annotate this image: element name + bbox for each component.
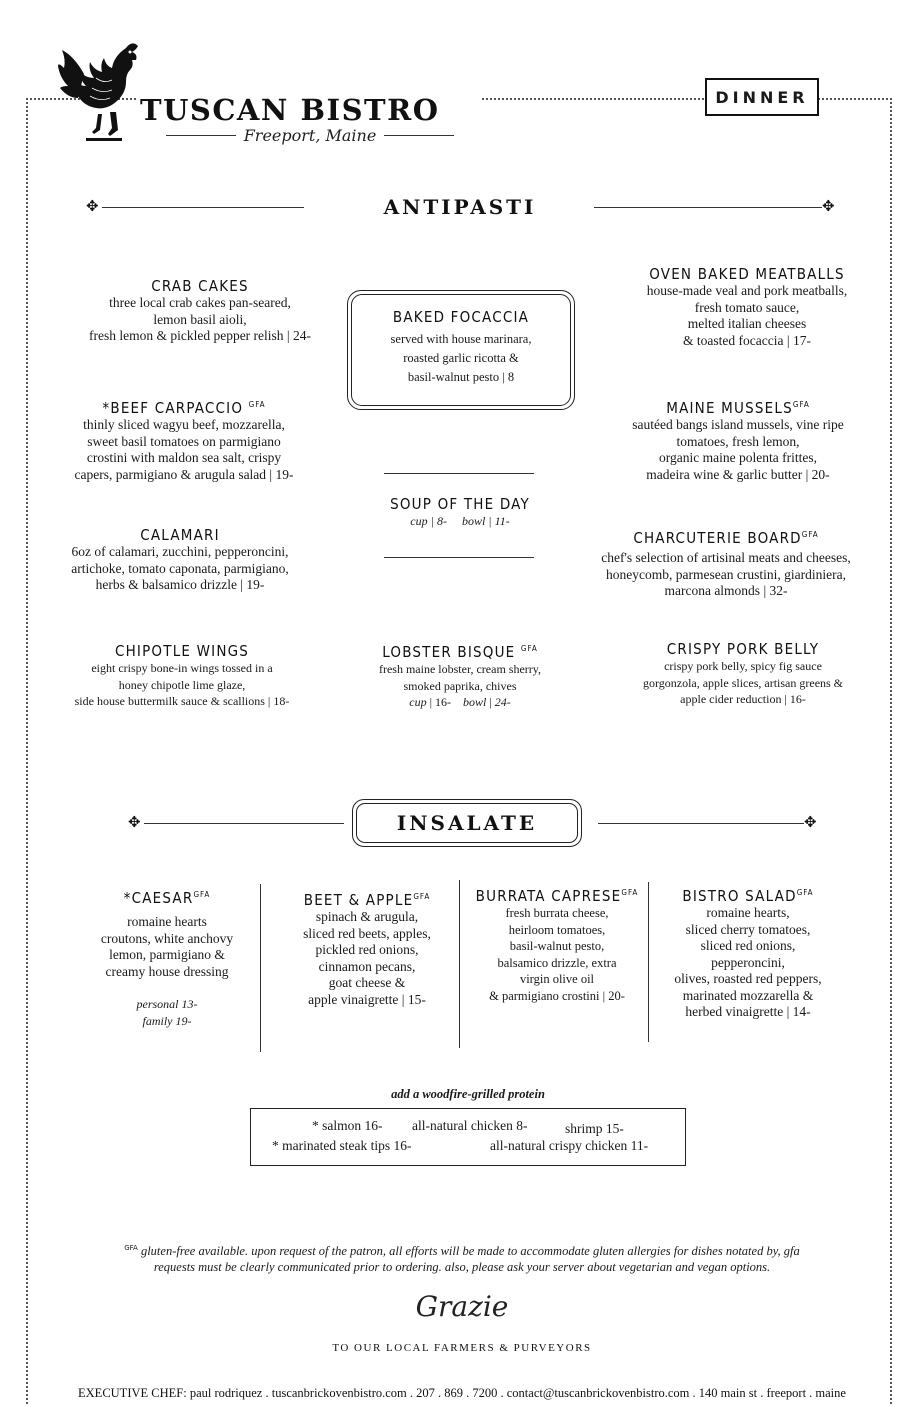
- bowl-price: 11-: [494, 514, 510, 528]
- item-desc: & toasted focaccia | 17-: [683, 332, 811, 348]
- item-desc: apple vinaigrette | 15-: [308, 991, 426, 1007]
- divider: [384, 473, 534, 474]
- item-desc: house-made veal and pork meatballs,: [646, 283, 848, 298]
- item-name: CRAB CAKES: [151, 277, 249, 295]
- item-desc: & parmigiano crostini | 20-: [489, 988, 625, 1003]
- gfa-mark: GFA: [413, 892, 431, 901]
- item-desc: roasted garlic ricotta &: [403, 351, 519, 365]
- item-desc: sliced cherry tomatoes,: [685, 921, 811, 937]
- thanks-text: TO OUR LOCAL FARMERS & PURVEYORS: [332, 1342, 592, 1354]
- ornament-icon: ✥: [86, 199, 99, 215]
- price-family: family 19-: [142, 1013, 192, 1028]
- item-desc: basil-walnut pesto | 8: [407, 370, 515, 384]
- menu-item-bistro-salad: [660, 884, 836, 1021]
- gfa-mark: GFA: [621, 888, 639, 897]
- menu-item-calamari: [40, 526, 320, 594]
- item-name: OVEN BAKED MEATBALLS: [649, 265, 845, 283]
- footnote-line: requests must be clearly communicated prior to ordering. also, please ask your server about vegetarian and vegan options.: [153, 1260, 771, 1275]
- item-desc: herbed vinaigrette | 14-: [685, 1004, 811, 1019]
- item-desc: sweet basil tomatoes on parmigiano: [87, 433, 281, 449]
- item-name: BAKED FOCACCIA: [392, 308, 530, 326]
- item-name-text: BISTRO SALAD: [682, 887, 797, 905]
- protein-salmon: * salmon 16-: [312, 1118, 383, 1133]
- item-name: CHIPOTLE WINGS: [114, 642, 250, 660]
- restaurant-title: TUSCAN BISTRO: [138, 93, 482, 127]
- protein-title: add a woodfire-grilled protein: [391, 1087, 545, 1101]
- price-personal: personal 13-: [136, 997, 198, 1011]
- menu-item-charcuterie-board: [578, 526, 874, 600]
- rooster-logo-icon: [56, 38, 148, 148]
- bowl-label: bowl: [462, 695, 487, 709]
- divider: [598, 823, 804, 824]
- item-name: [470, 884, 644, 905]
- item-desc: sautéed bangs island mussels, vine ripe: [632, 417, 844, 432]
- item-name-text: CHARCUTERIE BOARD: [633, 529, 802, 547]
- gluten-free-footnote: [90, 1240, 834, 1275]
- grazie-script: Grazie: [415, 1290, 509, 1323]
- item-name: SOUP OF THE DAY: [390, 495, 530, 513]
- gfa-mark: GFA: [796, 888, 814, 897]
- restaurant-location: [166, 124, 454, 146]
- protein-steak-tips: * marinated steak tips 16-: [272, 1138, 412, 1153]
- item-name: CRISPY PORK BELLY: [666, 640, 820, 658]
- item-name-text: LOBSTER BISQUE: [382, 643, 516, 661]
- item-desc: artichoke, tomato caponata, parmigiano,: [71, 560, 289, 576]
- item-desc: romaine hearts,: [706, 905, 790, 920]
- item-desc: herbs & balsamico drizzle | 19-: [95, 577, 265, 592]
- protein-crispy-chicken: all-natural crispy chicken 11-: [490, 1138, 649, 1153]
- item-name: [82, 886, 252, 907]
- menu-item-burrata-caprese: [470, 884, 644, 1004]
- item-desc: goat cheese &: [328, 975, 406, 990]
- divider: [648, 882, 649, 1042]
- item-desc: marcona almonds | 32-: [664, 583, 788, 598]
- menu-item-beef-carpaccio: [44, 396, 324, 483]
- cup-label: cup: [410, 514, 428, 528]
- menu-item-meatballs: [602, 265, 892, 349]
- item-desc: 6oz of calamari, zucchini, pepperoncini,: [71, 544, 289, 559]
- divider: [260, 884, 261, 1052]
- item-desc: crostini with maldon sea salt, crispy: [86, 450, 282, 465]
- item-desc: chef's selection of artisinal meats and cheeses,: [601, 550, 851, 565]
- menu-item-caesar: [82, 886, 252, 1029]
- item-desc: smoked paprika, chives: [403, 678, 517, 693]
- section-title-insalate: INSALATE: [396, 811, 538, 835]
- item-name: CALAMARI: [140, 526, 220, 544]
- item-name: [598, 396, 878, 417]
- item-desc: olives, roasted red peppers,: [674, 971, 822, 986]
- item-desc: romaine hearts: [127, 914, 207, 929]
- item-desc: sliced red beets, apples,: [303, 925, 431, 941]
- divider: [166, 135, 236, 136]
- item-desc: creamy house dressing: [105, 963, 229, 979]
- item-desc: gorgonzola, apple slices, artisan greens &: [642, 675, 844, 690]
- protein-options-frame: [250, 1108, 686, 1166]
- soup-prices: cup | 8- bowl | 11-: [410, 514, 510, 528]
- ornament-icon: ✥: [804, 815, 817, 831]
- item-desc: madeira wine & garlic butter | 20-: [646, 466, 830, 482]
- item-desc: eight crispy bone-in wings tossed in a: [91, 661, 273, 675]
- menu-item-soup-of-the-day: [360, 495, 560, 530]
- menu-item-chipotle-wings: [42, 642, 322, 710]
- item-desc: three local crab cakes pan-seared,: [109, 295, 291, 310]
- gfa-mark: GFA: [248, 400, 266, 409]
- item-desc: sliced red onions,: [700, 938, 796, 953]
- cup-price: 8-: [436, 514, 447, 528]
- gfa-mark: GFA: [124, 1244, 138, 1252]
- gfa-mark: GFA: [520, 644, 538, 653]
- item-name-text: MAINE MUSSELS: [666, 399, 793, 417]
- bisque-prices: cup | 16- bowl | 24-: [409, 695, 511, 709]
- item-desc: lemon, parmigiano &: [109, 947, 225, 962]
- item-desc: served with house marinara,: [390, 332, 532, 346]
- item-desc: crispy pork belly, spicy fig sauce: [664, 659, 822, 673]
- item-name: [340, 640, 580, 661]
- item-desc: capers, parmigiano & arugula salad | 19-: [74, 466, 294, 482]
- section-title-antipasti: ANTIPASTI: [383, 195, 537, 219]
- location-text: Freeport, Maine: [243, 125, 377, 145]
- item-desc: croutons, white anchovy: [100, 930, 234, 946]
- item-name: [282, 888, 452, 909]
- bowl-price: 24-: [494, 695, 511, 709]
- item-desc: marinated mozzarella &: [682, 987, 814, 1003]
- item-name: [578, 526, 874, 547]
- item-desc: virgin olive oil: [519, 972, 595, 986]
- item-desc: apple cider reduction | 16-: [680, 692, 806, 706]
- item-name-text: *BEEF CARPACCIO: [102, 399, 244, 417]
- item-name-text: *CAESAR: [123, 889, 194, 907]
- footnote-line: [90, 1240, 834, 1259]
- item-desc: honeycomb, parmesean crustini, giardiniera,: [606, 566, 846, 582]
- footer-contact: EXECUTIVE CHEF: paul rodriquez . tuscanbrickovenbistro.com . 207 . 869 . 7200 . contact@tuscanbrickovenbistro.com . 140 main st . freeport . maine: [78, 1386, 846, 1400]
- cup-label: cup: [409, 695, 427, 709]
- item-desc: pepperoncini,: [711, 954, 785, 970]
- ornament-icon: ✥: [128, 815, 141, 831]
- menu-item-lobster-bisque: [340, 640, 580, 711]
- item-desc: cinnamon pecans,: [318, 958, 416, 974]
- divider: [594, 207, 822, 208]
- item-desc: heirloom tomatoes,: [508, 922, 606, 937]
- item-desc: thinly sliced wagyu beef, mozzarella,: [83, 417, 285, 432]
- protein-shrimp: shrimp 15-: [565, 1121, 624, 1136]
- item-desc: organic maine polenta frittes,: [659, 450, 817, 465]
- item-desc: fresh burrata cheese,: [505, 906, 609, 920]
- item-name-text: BEET & APPLE: [303, 891, 414, 909]
- gfa-mark: GFA: [801, 530, 819, 539]
- item-desc: fresh maine lobster, cream sherry,: [378, 662, 541, 676]
- item-desc: fresh lemon & pickled pepper relish | 24-: [88, 328, 311, 343]
- divider: [102, 207, 304, 208]
- item-desc: side house buttermilk sauce & scallions | 18-: [74, 694, 290, 708]
- cup-price: 16-: [434, 695, 451, 709]
- divider: [459, 880, 460, 1048]
- divider: [144, 823, 344, 824]
- item-desc: basil-walnut pesto,: [509, 939, 605, 953]
- item-desc: spinach & arugula,: [315, 909, 419, 924]
- divider: [384, 557, 534, 558]
- item-desc: balsamico drizzle, extra: [497, 955, 617, 970]
- menu-item-baked-focaccia: [350, 308, 572, 387]
- menu-item-beet-apple: [282, 888, 452, 1008]
- menu-item-maine-mussels: [598, 396, 878, 483]
- item-desc: lemon basil aioli,: [153, 311, 247, 327]
- item-name: [660, 884, 836, 905]
- divider: [384, 135, 454, 136]
- menu-item-crab-cakes: [60, 277, 340, 345]
- protein-chicken: all-natural chicken 8-: [412, 1118, 528, 1133]
- menu-item-crispy-pork-belly: [600, 640, 886, 708]
- item-desc: pickled red onions,: [315, 942, 419, 957]
- item-name: [44, 396, 324, 417]
- menu-type-badge: DINNER: [705, 78, 819, 116]
- item-desc: melted italian cheeses: [687, 316, 807, 331]
- item-desc: fresh tomato sauce,: [694, 299, 800, 315]
- gfa-mark: GFA: [193, 890, 211, 899]
- item-desc: honey chipotle lime glaze,: [118, 677, 246, 692]
- item-name-text: BURRATA CAPRESE: [475, 887, 622, 905]
- ornament-icon: ✥: [822, 199, 835, 215]
- bowl-label: bowl: [461, 514, 486, 528]
- footnote-text: gluten-free available. upon request of the patron, all efforts will be made to accommodate gluten allergies for dishes notated by, gfa: [140, 1244, 800, 1259]
- gfa-mark: GFA: [792, 400, 810, 409]
- item-desc: tomatoes, fresh lemon,: [676, 433, 800, 449]
